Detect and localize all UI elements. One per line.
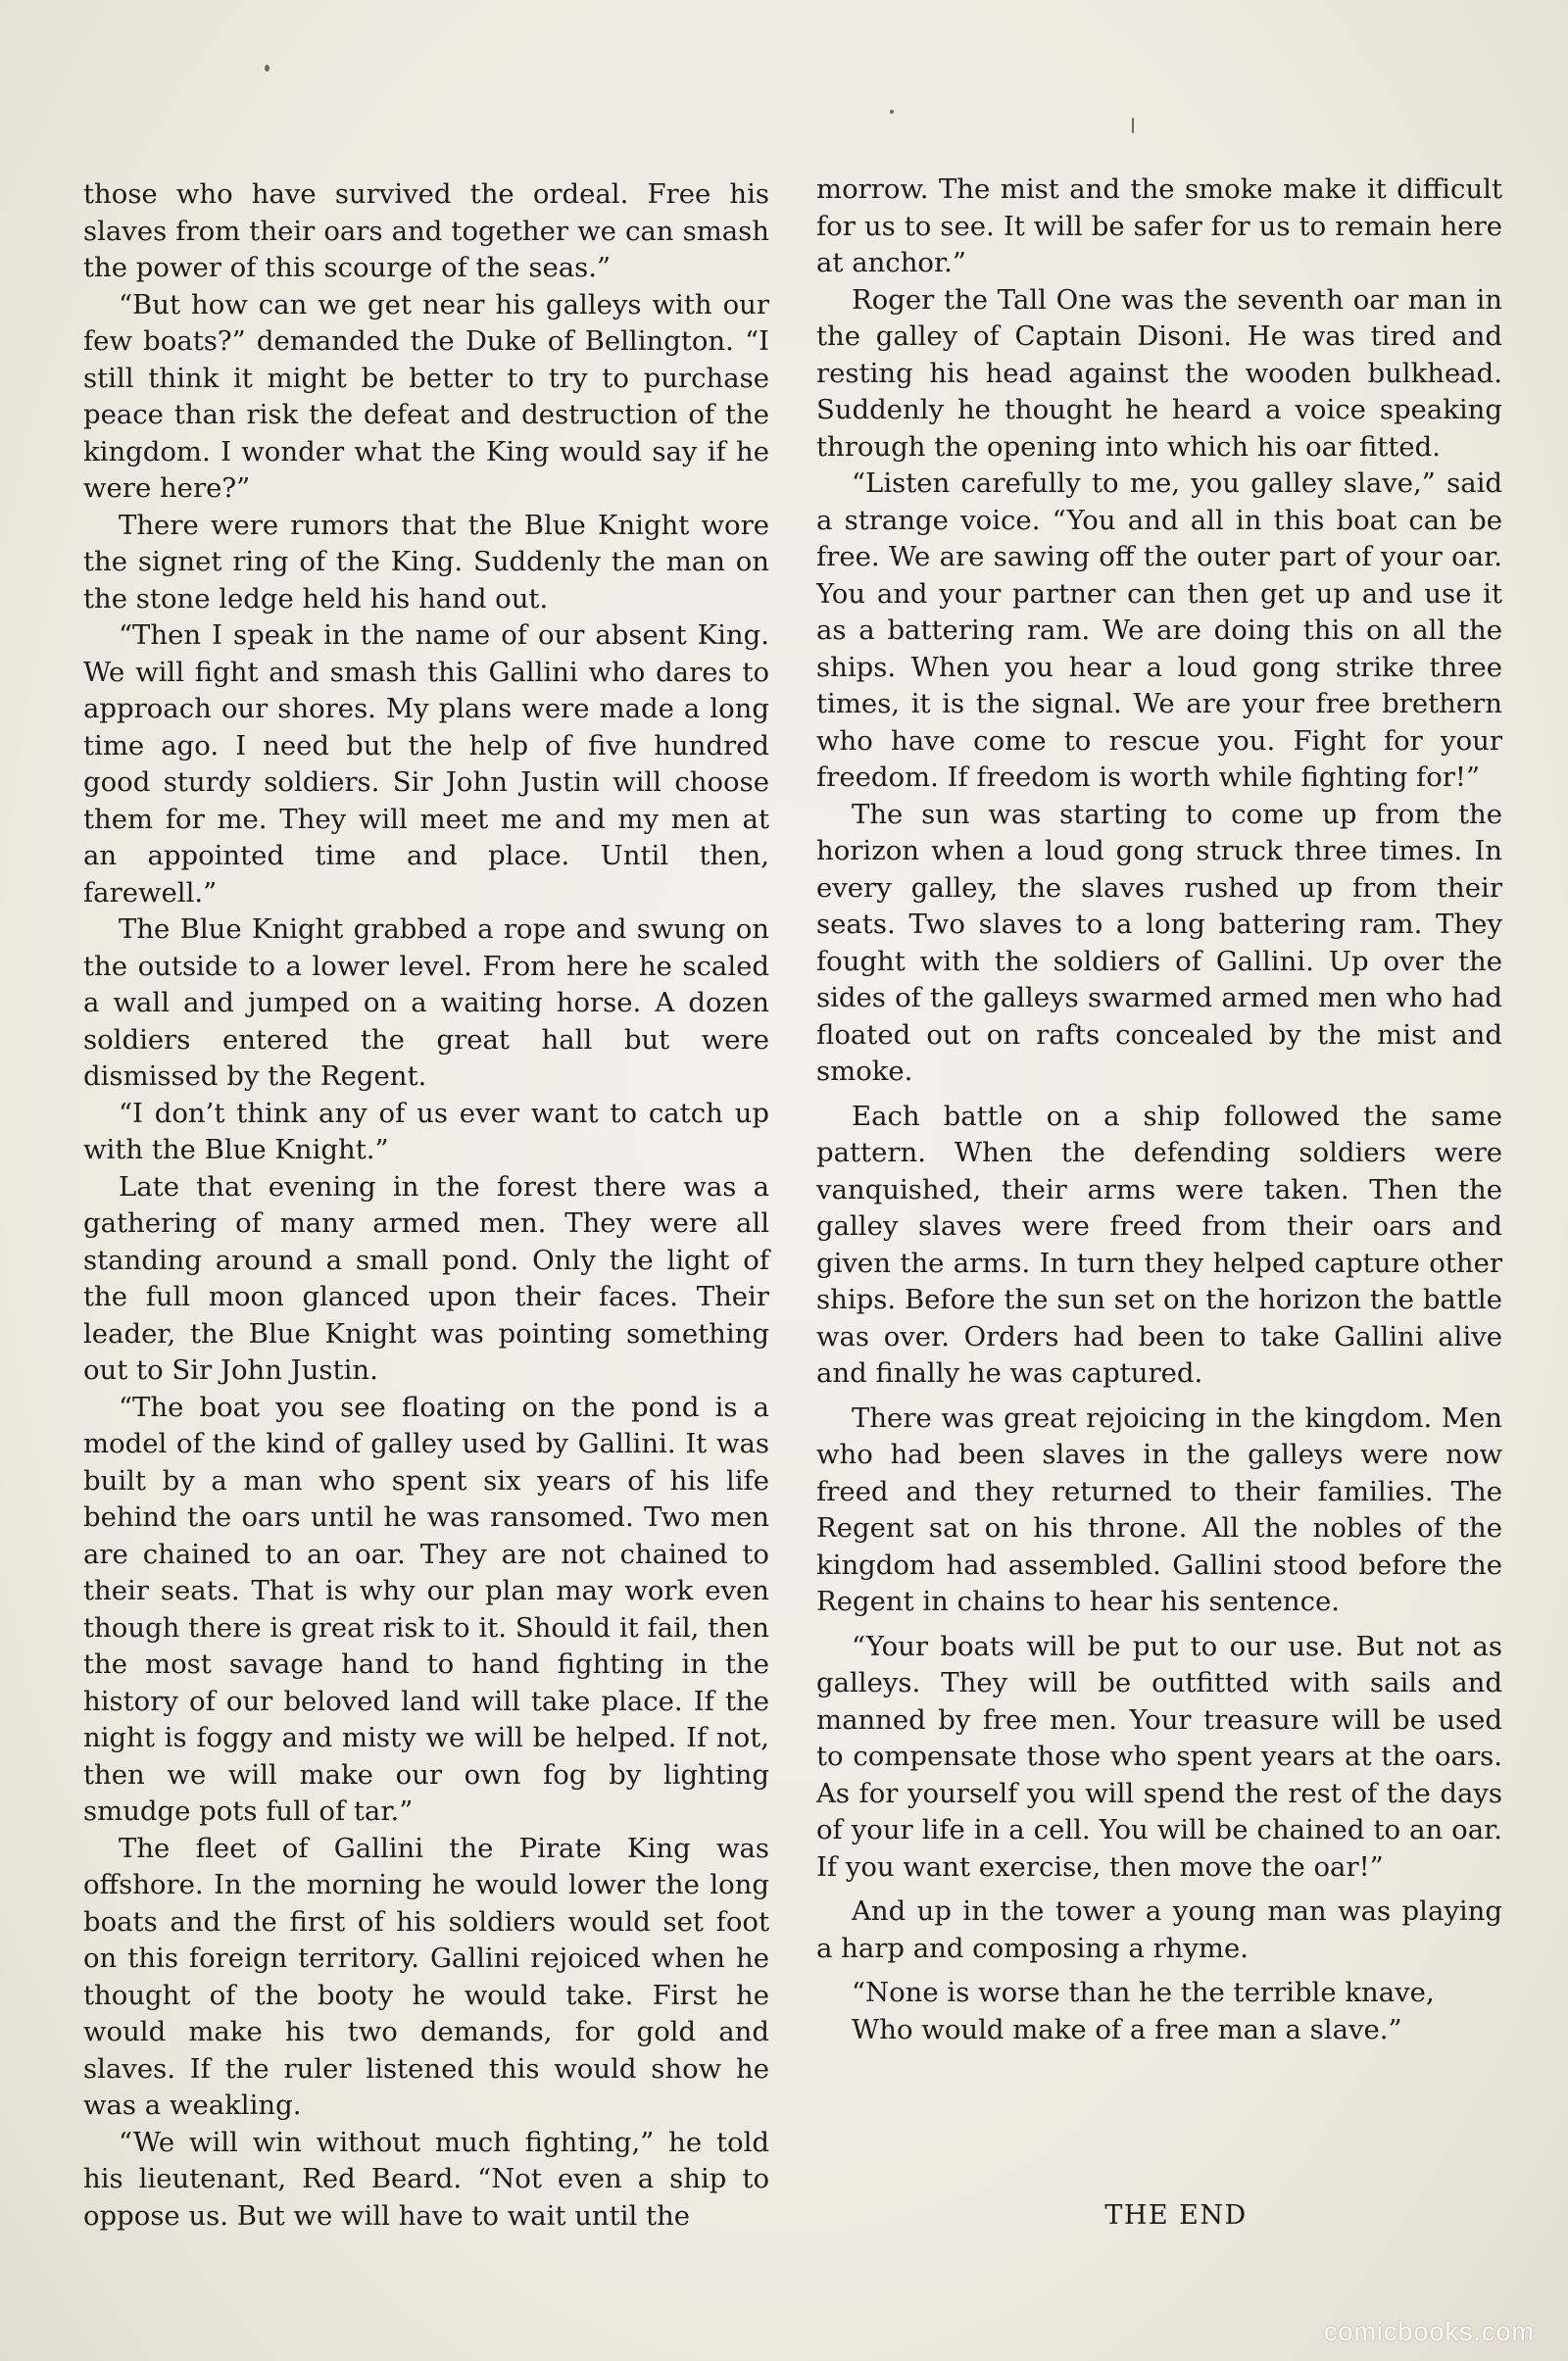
paragraph: There were rumors that the Blue Knight wore the signet ring of the King. Suddenly the man on the stone ledge held his hand out. (83, 509, 769, 615)
paragraph: those who have survived the ordeal. Free his slaves from their oars and together we can smash the power of this scourge of the seas.” (83, 178, 769, 283)
paragraph: The sun was starting to come up from the horizon when a loud gong struck three times. In every galley, the slaves rushed up from their seats. Two slaves to a long battering ram. They fought with the soldiers of Gallini. Up over the sides of the galleys swarmed armed men who had floated out on rafts concealed by the mist and smoke. (816, 798, 1502, 1087)
paragraph: Late that evening in the forest there was a gathering of many armed men. They were all standing around a small pond. Only the light of the full moon glanced upon their faces. Their leader, the Blue Knight was pointing something out to Sir John Justin. (83, 1170, 769, 1386)
paragraph: morrow. The mist and the smoke make it difficult for us to see. It will be safer for us to remain here at anchor.” (816, 173, 1502, 278)
paragraph: The Blue Knight grabbed a rope and swung on the outside to a lower level. From here he scaled a wall and jumped on a waiting horse. A dozen soldiers entered the great hall but were dismissed by the Regent. (83, 913, 769, 1092)
ink-speck (890, 110, 894, 114)
the-end-label: THE END (1104, 2200, 1248, 2231)
paragraph: “We will win without much fighting,” he told his lieutenant, Red Beard. “Not even a ship to oppose us. But we will have to wait until the (83, 2126, 769, 2232)
paragraph: “I don’t think any of us ever want to catch up with the Blue Knight.” (83, 1097, 769, 1165)
paragraph: “Then I speak in the name of our absent King. We will fight and smash this Gallini who dares to approach our shores. My plans were made a long time ago. I need but the help of five hundred good sturdy soldiers. Sir John Justin will choose them for me. They will meet me and my men at an appointed time and place. Until then, farewell.” (83, 619, 769, 909)
paragraph: “Your boats will be put to our use. But not as galleys. They will be outfitted with sails and manned by free men. Your treasure will be used to compensate those who spent years at the oars. As for yourself you will spend the rest of the days of your life in a cell. You will be chained to an oar. If you want exercise, then move the oar!” (816, 1630, 1502, 1883)
poem (816, 1975, 1502, 2048)
paragraph: “The boat you see floating on the pond is a model of the kind of galley used by Gallini. It was built by a man who spent six years of his life behind the oars until he was ransomed. Two men are chained to an oar. They are not chained to their seats. That is why our plan may work even though there is great risk to it. Should it fail, then the most savage hand to hand fighting in the history of our beloved land will take place. If the night is foggy and misty we will be helped. If not, then we will make our own fog by lighting smudge pots full of tar.” (83, 1391, 769, 1827)
ink-speck (265, 65, 270, 72)
left-column (83, 176, 769, 2235)
paragraph: “Listen carefully to me, you galley slave,” said a strange voice. “You and all in this boat can be free. We are sawing off the outer part of your oar. You and your partner can then get up and use it as a battering ram. We are doing this on all the ships. When you hear a loud gong strike three times, it is the signal. We are your free brethern who have come to rescue you. Fight for your freedom. If freedom is worth while fighting for!” (816, 467, 1502, 793)
poem-line: “None is worse than he the terrible knave, (852, 1977, 1435, 2008)
paragraph: There was great rejoicing in the kingdom. Men who had been slaves in the galleys were now freed and they returned to their families. The Regent sat on his throne. All the nobles of the kingdom had assembled. Gallini stood before the Regent in chains to hear his sentence. (816, 1402, 1502, 1617)
paragraph: The fleet of Gallini the Pirate King was offshore. In the morning he would lower the long boats and the first of his soldiers would set foot on this foreign territory. Gallini rejoiced when he thought of the booty he would take. First he would make his two demands, for gold and slaves. If the ruler listened this would show he was a weakling. (83, 1832, 769, 2121)
paragraph: “But how can we get near his galleys with our few boats?” demanded the Duke of Bellington. “I still think it might be better to try to purchase peace than risk the defeat and destruction of the kingdom. I wonder what the King would say if he were here?” (83, 288, 769, 504)
poem-line: Who would make of a free man a slave.” (852, 2013, 1402, 2045)
watermark: comicbooks.com (1323, 2317, 1535, 2346)
paragraph: And up in the tower a young man was playing a harp and composing a rhyme. (816, 1895, 1502, 1964)
ink-speck (1132, 118, 1134, 133)
paragraph: Roger the Tall One was the seventh oar man in the galley of Captain Disoni. He was tired and resting his head against the wooden bulkhead. Suddenly he thought he heard a voice speaking through the opening into which his oar fitted. (816, 283, 1502, 463)
paragraph: Each battle on a ship followed the same pattern. When the defending soldiers were vanquished, their arms were taken. Then the galley slaves were freed from their oars and given the arms. In turn they helped capture other ships. Before the sun set on the horizon the battle was over. Orders had been to take Gallini alive and finally he was captured. (816, 1100, 1502, 1389)
right-column (816, 172, 1502, 2048)
